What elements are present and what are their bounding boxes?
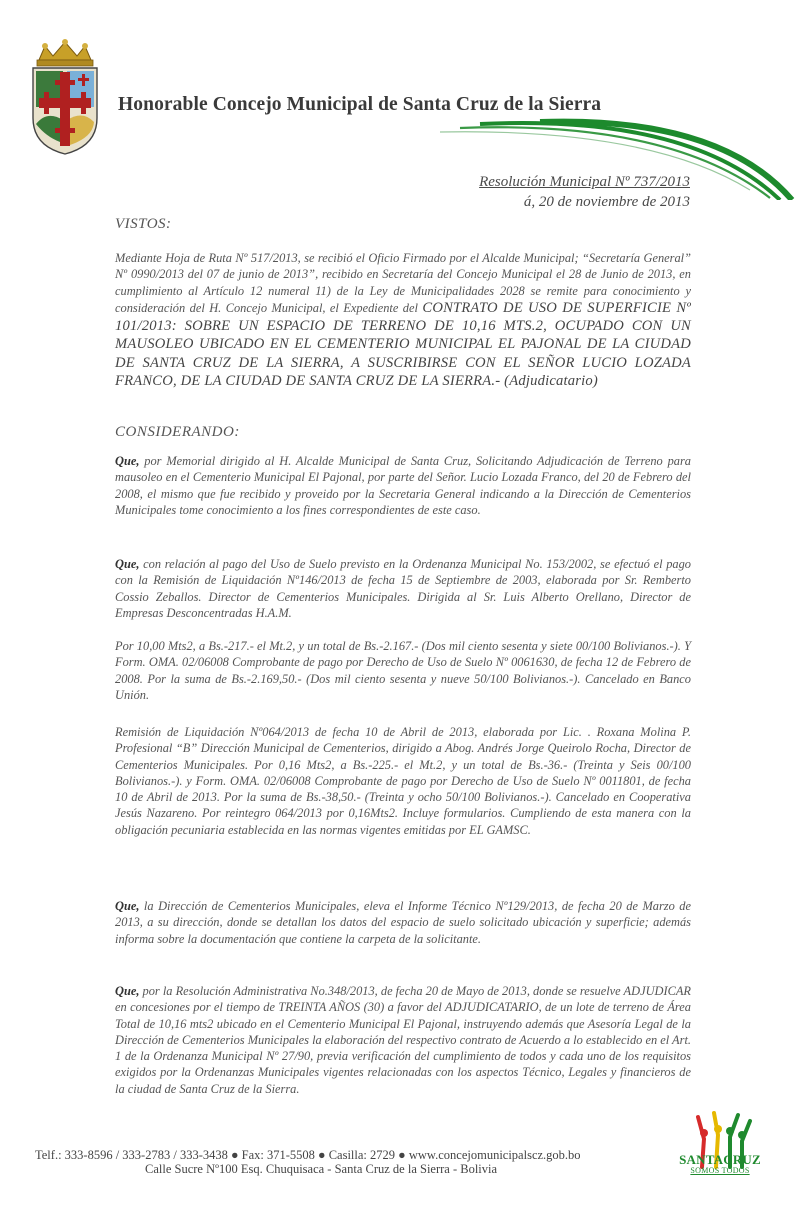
considerando-paragraph-1	[115, 453, 691, 518]
resolution-number: Resolución Municipal Nº 737/2013	[479, 174, 690, 190]
vistos-text: Mediante Hoja de Ruta Nº 517/2013, se recibió el Oficio Firmado por el Alcalde Municipal; “Secretaría General” Nº 0990/2013 del 07 de junio de 2013”, recibido en Secretaría del Concejo Municipal el 28 de Junio de 2013, en cumplimiento al Artículo 12 numeral 11) de la Ley de Municipalidades 2028 se remite para conocimiento y consideración del H. Concejo Municipal, el Expediente del	[115, 251, 691, 315]
logo-wordmark: SANTACRUZ	[679, 1152, 761, 1167]
logo-tagline: SOMOS TODOS	[690, 1166, 750, 1175]
considerando-heading: CONSIDERANDO:	[115, 424, 240, 440]
resolution-date: á, 20 de noviembre de 2013	[523, 194, 690, 210]
considerando-paragraph-6	[115, 983, 691, 1097]
paragraph-lead: Que,	[115, 899, 140, 913]
paragraph-text: la Dirección de Cementerios Municipales, eleva el Informe Técnico Nº129/2013, de fecha 20 de Marzo de 2013, a su dirección, donde se detallan los datos del espacio de suelo solicitado ubicación y superficie; además informa sobre la documentación que contiene la carpeta de la solicitante.	[115, 899, 691, 946]
paragraph-text: con relación al pago del Uso de Suelo previsto en la Ordenanza Municipal No. 153/2002, se efectuó el pago con la Remisión de Liquidación Nº146/2013 de fecha 15 de Septiembre de 2003, elaborada por Sr. Remberto Cossio Zeballos. Director de Cementerios Municipales. Dirigida al Sr. Luis Alberto Orellano, Director de Empresas Desconcentradas H.A.M.	[115, 557, 691, 620]
footer-contact: Telf.: 333-8596 / 333-2783 / 333-3438 ● Fax: 371-5508 ● Casilla: 2729 ● www.concejomunicipalscz.gob.bo	[35, 1148, 581, 1162]
council-title: Honorable Concejo Municipal de Santa Cruz de la Sierra	[118, 94, 602, 115]
contract-title: CONTRATO DE USO DE SUPERFICIE Nº 101/2013: SOBRE UN ESPACIO DE TERRENO DE 10,16 MTS.2, OCUPADO CON UN MAUSOLEO UBICADO EN EL CEMENTERIO MUNICIPAL EL PAJONAL DE LA CIUDAD DE SANTA CRUZ DE LA SIERRA, A SUSCRIBIRSE CON EL SEÑOR LUCIO LOZADA FRANCO, DE LA CIUDAD DE SANTA CRUZ DE LA SIERRA.-	[115, 299, 691, 390]
adjudicatario-label: (Adjudicatario)	[500, 373, 598, 390]
paragraph-text: Remisión de Liquidación Nº064/2013 de fecha 10 de Abril de 2013, elaborada por Lic. . Roxana Molina P. Profesional “B” Dirección Municipal de Cementerios, dirigido a Abog. Andrés Jorge Queirolo Rocha, Director de Cementerios Municipales. Por 0,16 Mts2, a Bs.-225.- el Mt.2, y un total de Bs.-36.- (Treinta y Seis 00/100 Bolivianos.-). y Form. OMA. 02/06008 Comprobante de pago por Derecho de Uso de Suelo Nº 0011801, de fecha 10 de Abril de 2013. Por la suma de Bs.-38,50.- (Treinta y ocho 50/100 Bolivianos.-). Cancelado en Cooperativa Jesús Nazareno. Por reintegro 064/2013 por 0,16Mts2. Incluye formularios. Cumpliendo de esta manera con la obligación pecuniaria establecida en las normas vigentes emitidas por EL GAMSC.	[115, 725, 691, 837]
considerando-paragraph-4	[115, 724, 691, 838]
paragraph-text: por Memorial dirigido al H. Alcalde Municipal de Santa Cruz, Solicitando Adjudicación de Terreno para mausoleo en el Cementerio Municipal El Pajonal, por parte del Señor. Lucio Lozada Franco, del 20 de Febrero del 2008, el mismo que fue recibido y proveido por la Secretaria General indicando a la Dirección de Cementerios Municipales tome conocimiento a los fines correspondientes de este caso.	[115, 454, 691, 517]
paragraph-text: Por 10,00 Mts2, a Bs.-217.- el Mt.2, y un total de Bs.-2.167.- (Dos mil ciento sesenta y siete 00/100 Bolivianos.-). Y Form. OMA. 02/06008 Comprobante de pago por Derecho de Uso de Suelo Nº 0061630, de fecha 12 de Febrero de 2008. Por la suma de Bs.-2.169,50.- (Dos mil ciento sesenta y nueve 50/100 Bolivianos.-). Cancelado en Banco Unión.	[115, 639, 691, 702]
resolution-block	[479, 172, 690, 212]
footer-address: Calle Sucre Nº100 Esq. Chuquisaca - Santa Cruz de la Sierra - Bolivia	[145, 1162, 498, 1176]
vistos-heading: VISTOS:	[115, 216, 172, 232]
considerando-paragraph-3	[115, 638, 691, 703]
paragraph-lead: Que,	[115, 454, 140, 468]
considerando-paragraph-5	[115, 898, 691, 947]
paragraph-lead: Que,	[115, 557, 140, 571]
paragraph-text: por la Resolución Administrativa No.348/2013, de fecha 20 de Mayo de 2013, donde se resuelve ADJUDICAR en concesiones por el tiempo de TREINTA AÑOS (30) a favor del ADJUDICATARIO, de un lote de terreno de Área Total de 10,16 mts2 ubicado en el Cementerio Municipal El Pajonal, instruyendo además que Asesoría Legal de la Dirección de Cementerios Municipales la elaboración del respectivo contrato de Acuerdo a lo establecido en el Art. 1 de la Ordenanza Municipal Nº 27/90, previa verificación del cumplimiento de todos y cada uno de los requisitos exigidos por la Ordenanzas Municipales vigentes relacionadas con los aspectos Técnico, Legales y financieros de la ciudad de Santa Cruz de la Sierra.	[115, 984, 691, 1096]
paragraph-lead: Que,	[115, 984, 140, 998]
coat-of-arms-icon	[27, 38, 103, 156]
considerando-paragraph-2	[115, 556, 691, 621]
vistos-paragraph	[115, 250, 691, 390]
